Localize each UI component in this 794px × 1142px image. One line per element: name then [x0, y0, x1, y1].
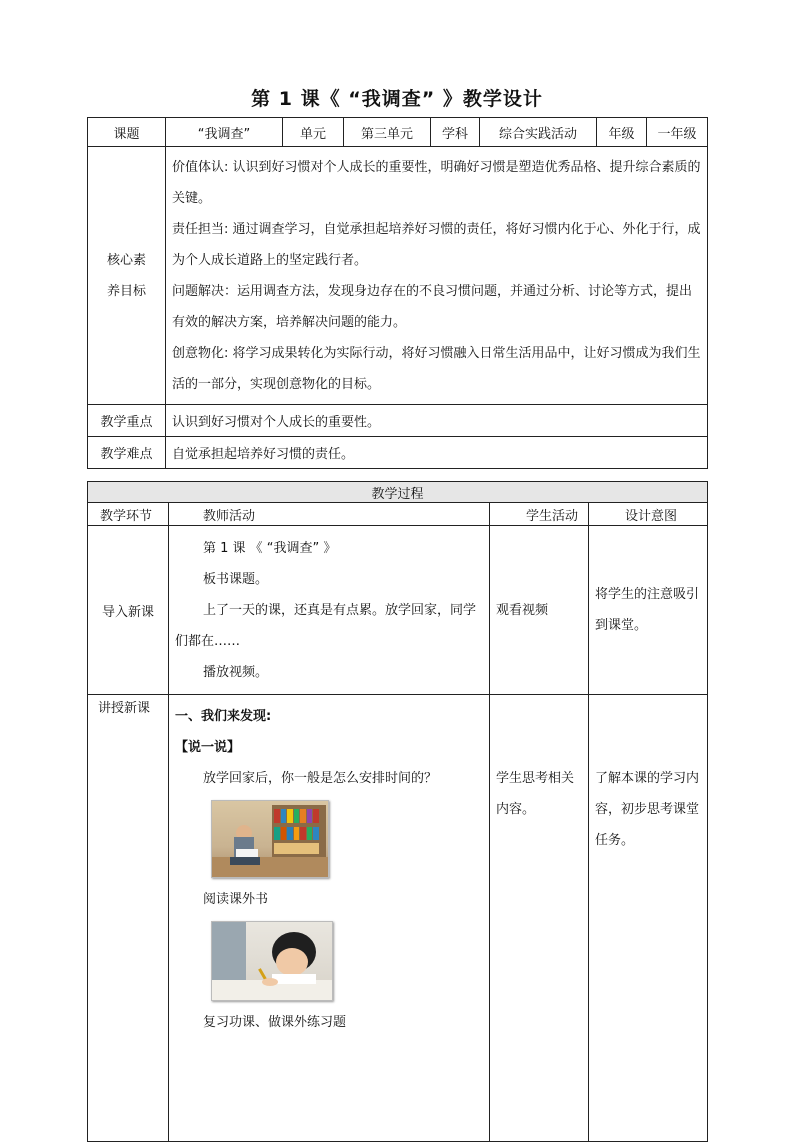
caption-reading: 阅读课外书	[203, 892, 269, 907]
process-table	[87, 481, 708, 1142]
bookshelf-illustration	[212, 801, 328, 877]
teach-stage: 讲授新课	[88, 695, 169, 1142]
topic-value: “我调查”	[166, 118, 283, 147]
photo-reading-books	[211, 800, 329, 878]
unit-label: 单元	[283, 118, 344, 147]
teach-teacher	[169, 695, 490, 1142]
core-value-paragraph: 价值体认: 认识到好习惯对个人成长的重要性，明确好习惯是塑造优秀品格、提升综合素质的关键。	[172, 160, 701, 206]
info-row	[88, 118, 708, 147]
intro-board: 板书课题。	[203, 571, 269, 587]
core-responsibility-paragraph: 责任担当: 通过调查学习，自觉承担起培养好习惯的责任，将好习惯内化于心、外化于行，成为个人成长道路上的坚定践行者。	[172, 222, 701, 268]
core-goals-content	[166, 147, 708, 405]
unit-value: 第三单元	[344, 118, 431, 147]
topic-label: 课题	[88, 118, 166, 147]
difficulty-value: 自觉承担起培养好习惯的责任。	[166, 437, 708, 469]
intro-narration: 上了一天的课，还真是有点累。放学回家，同学们都在……	[175, 602, 477, 649]
intro-lesson-title: 第 1 课 《 “我调查” 》	[203, 540, 337, 556]
intro-stage: 导入新课	[88, 526, 169, 695]
col-intent: 设计意图	[589, 503, 708, 526]
col-teacher: 教师活动	[169, 503, 490, 526]
core-label-line2: 养目标	[106, 283, 146, 299]
photo-homework	[211, 921, 333, 1001]
core-row	[88, 147, 708, 405]
core-label-line1: 核心素	[106, 252, 146, 268]
key-point-value: 认识到好习惯对个人成长的重要性。	[166, 405, 708, 437]
lesson-info-table	[87, 117, 708, 469]
child-writing-illustration	[212, 922, 332, 1000]
teach-row	[88, 695, 708, 1142]
intro-intent: 将学生的注意吸引到课堂。	[589, 526, 708, 695]
intro-video: 播放视频。	[203, 664, 269, 680]
grade-value: 一年级	[647, 118, 708, 147]
difficulty-row	[88, 437, 708, 469]
col-student: 学生活动	[490, 503, 589, 526]
key-point-label: 教学重点	[88, 405, 166, 437]
process-header: 教学过程	[88, 482, 708, 503]
process-header-row	[88, 482, 708, 503]
subject-label: 学科	[431, 118, 480, 147]
intro-row	[88, 526, 708, 695]
page-title: 第 1 课《 “我调查” 》教学设计	[251, 88, 543, 110]
grade-label: 年级	[597, 118, 647, 147]
subject-value: 综合实践活动	[480, 118, 597, 147]
core-creative-paragraph: 创意物化: 将学习成果转化为实际行动，将好习惯融入日常生活用品中，让好习惯成为我们生活的一部分，实现创意物化的目标。	[172, 346, 701, 392]
difficulty-label: 教学难点	[88, 437, 166, 469]
core-goals-label	[88, 147, 166, 405]
teach-intent: 了解本课的学习内容，初步思考课堂任务。	[589, 695, 708, 1142]
process-columns-row	[88, 503, 708, 526]
teach-tag: 【说一说】	[175, 740, 241, 755]
caption-homework: 复习功课、做课外练习题	[203, 1015, 347, 1030]
key-point-row	[88, 405, 708, 437]
teach-question: 放学回家后，你一般是怎么安排时间的？	[203, 771, 438, 786]
intro-student: 观看视频	[490, 526, 589, 695]
col-stage: 教学环节	[88, 503, 169, 526]
teach-section: 一、我们来发现:	[175, 709, 272, 724]
core-problem-paragraph: 问题解决：运用调查方法，发现身边存在的不良习惯问题，并通过分析、讨论等方式，提出有效的解决方案，培养解决问题的能力。	[172, 284, 693, 330]
teach-student: 学生思考相关内容。	[490, 695, 589, 1142]
intro-teacher	[169, 526, 490, 695]
